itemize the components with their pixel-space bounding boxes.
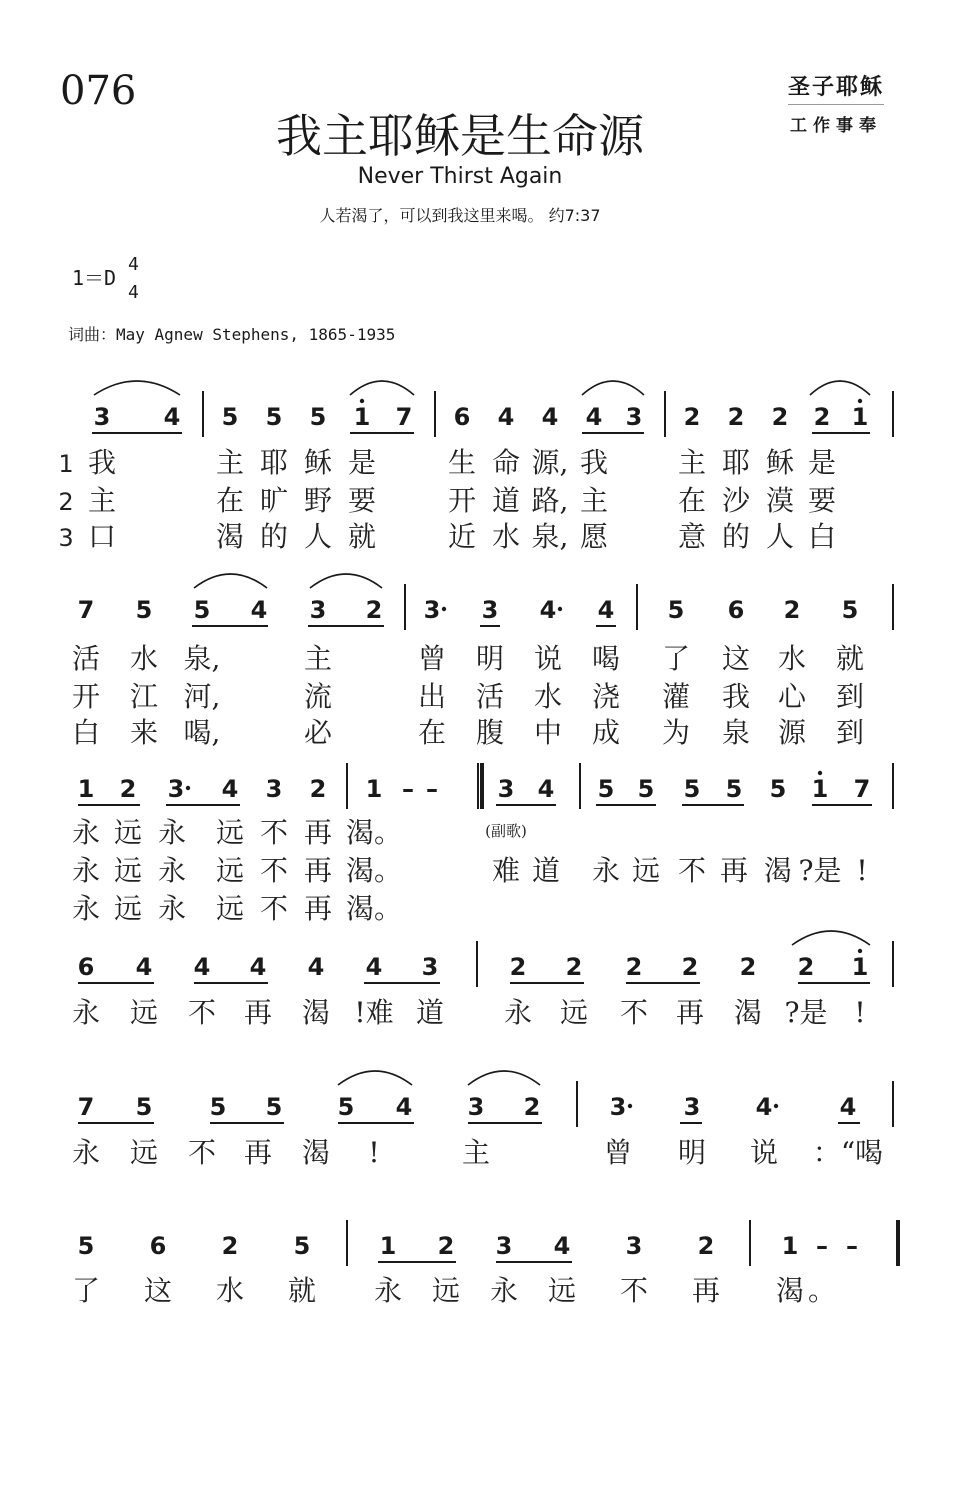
note: 4 — [395, 1093, 413, 1121]
note: 1 — [353, 403, 371, 431]
verse-number: 3 — [58, 524, 74, 552]
composer-credit: 词曲：May Agnew Stephens, 1865-1935 — [68, 325, 396, 344]
lyric: 主 — [461, 1136, 491, 1169]
note: 3 — [609, 1093, 627, 1121]
lyric: 了 — [661, 642, 691, 675]
lyric: 泉, — [183, 642, 221, 675]
note-augmentation-dot — [774, 1104, 778, 1108]
time-signature-denominator: 4 — [128, 282, 139, 303]
note: 5 — [725, 775, 743, 803]
lyric: 说 — [749, 1136, 779, 1169]
lyric: 渴 — [775, 1274, 805, 1307]
note: 4 — [755, 1093, 773, 1121]
lyric: 远 — [431, 1274, 461, 1307]
lyric: 永 — [157, 892, 187, 925]
note: 5 — [221, 403, 239, 431]
note: 4 — [553, 1232, 571, 1260]
note: 2 — [697, 1232, 715, 1260]
lyric: 远 — [129, 1136, 159, 1169]
lyric: 人 — [303, 520, 333, 553]
note: 1 — [851, 403, 869, 431]
note: 5 — [135, 596, 153, 624]
lyric: 漠 — [765, 484, 795, 517]
note: 7 — [395, 403, 413, 431]
lyric: 这 — [721, 642, 751, 675]
lyric: ! — [856, 854, 868, 887]
note-augmentation-dot — [442, 607, 446, 611]
lyric: 远 — [547, 1274, 577, 1307]
note: 3 — [167, 775, 185, 803]
lyric: 远 — [113, 816, 143, 849]
lyric: 白 — [807, 520, 837, 553]
note-high-dot — [818, 771, 822, 775]
lyric: 说 — [533, 642, 563, 675]
note-augmentation-dot — [558, 607, 562, 611]
note: 2 — [771, 403, 789, 431]
lyric: 源, — [531, 446, 569, 479]
note: 4 — [537, 775, 555, 803]
note: 3 — [683, 1093, 701, 1121]
lyric: ：“喝 — [812, 1136, 884, 1169]
lyric: 稣 — [765, 446, 795, 479]
lyric: 生 — [447, 446, 477, 479]
note: 1 — [811, 775, 829, 803]
slur — [792, 931, 870, 945]
note: 2 — [625, 953, 643, 981]
verse-number: 1 — [58, 450, 74, 478]
lyric: 永 — [591, 854, 621, 887]
lyric: 流 — [303, 680, 333, 713]
lyric: 水 — [777, 642, 807, 675]
note: 5 — [769, 775, 787, 803]
lyric: 不 — [259, 816, 289, 849]
lyric: 活 — [71, 642, 101, 675]
note-dash: – — [816, 1232, 828, 1260]
note: 2 — [727, 403, 745, 431]
lyric: 白 — [71, 716, 101, 749]
note: 4 — [597, 596, 615, 624]
lyric: 永 — [503, 996, 533, 1029]
note-augmentation-dot — [186, 786, 190, 790]
lyric: 要 — [347, 484, 377, 517]
lyric: ?是 — [784, 996, 828, 1029]
note-dash: – — [426, 775, 438, 803]
note: 3 — [495, 1232, 513, 1260]
slur — [338, 1071, 412, 1085]
lyric: 到 — [835, 680, 865, 713]
hymn-subtitle: Never Thirst Again — [357, 164, 563, 189]
lyric: 泉 — [721, 716, 751, 749]
note: 5 — [667, 596, 685, 624]
lyric: 成 — [591, 716, 621, 749]
lyric: 的 — [721, 520, 751, 553]
note: 4 — [539, 596, 557, 624]
lyric: 口 — [87, 520, 117, 553]
lyric: 耶 — [721, 446, 751, 479]
lyric: 不 — [619, 1274, 649, 1307]
note: 3 — [421, 953, 439, 981]
note: 5 — [209, 1093, 227, 1121]
note: 3 — [625, 403, 643, 431]
note: 5 — [841, 596, 859, 624]
lyric: 远 — [559, 996, 589, 1029]
lyric: 渴 — [301, 1136, 331, 1169]
lyric: 曾 — [417, 642, 447, 675]
lyric: 到 — [835, 716, 865, 749]
note: 4 — [839, 1093, 857, 1121]
lyric: 难 — [491, 854, 521, 887]
lyric: 再 — [243, 996, 273, 1029]
lyric: 近 — [447, 520, 477, 553]
note: 2 — [681, 953, 699, 981]
lyric: 远 — [631, 854, 661, 887]
time-signature-numerator: 4 — [128, 254, 139, 275]
lyric: 必 — [303, 716, 333, 749]
lyric: 远 — [113, 854, 143, 887]
note: 6 — [453, 403, 471, 431]
lyric: 远 — [215, 892, 245, 925]
note: 7 — [853, 775, 871, 803]
lyric: 明 — [475, 642, 505, 675]
lyric: 再 — [303, 892, 333, 925]
note-high-dot — [858, 949, 862, 953]
note: 2 — [437, 1232, 455, 1260]
hymn-number: 076 — [60, 68, 137, 114]
note: 4 — [250, 596, 268, 624]
lyric: 水 — [215, 1274, 245, 1307]
slur — [468, 1071, 540, 1085]
note: 5 — [77, 1232, 95, 1260]
note: 5 — [135, 1093, 153, 1121]
lyric: 在 — [677, 484, 707, 517]
lyric: 灌 — [661, 680, 691, 713]
lyric: 永 — [489, 1274, 519, 1307]
note-augmentation-dot — [628, 1104, 632, 1108]
note: 4 — [193, 953, 211, 981]
note: 2 — [739, 953, 757, 981]
lyric: 主 — [215, 446, 245, 479]
lyric: 腹 — [475, 716, 505, 749]
lyric: 再 — [243, 1136, 273, 1169]
lyric: 再 — [303, 854, 333, 887]
note: 3 — [423, 596, 441, 624]
note: 4 — [585, 403, 603, 431]
note: 4 — [163, 403, 181, 431]
note: 5 — [193, 596, 211, 624]
lyric: 渴 — [763, 854, 793, 887]
lyric: 渴 — [215, 520, 245, 553]
lyric: 永 — [71, 854, 101, 887]
lyric: 再 — [691, 1274, 721, 1307]
note: 2 — [309, 775, 327, 803]
lyric: 永 — [71, 996, 101, 1029]
subcategory-label: 工作事奉 — [790, 116, 882, 136]
lyric: 在 — [417, 716, 447, 749]
lyric: 曾 — [603, 1136, 633, 1169]
lyric: 水 — [129, 642, 159, 675]
note: 2 — [221, 1232, 239, 1260]
lyric: 明 — [677, 1136, 707, 1169]
note: 4 — [135, 953, 153, 981]
lyric: 出 — [417, 680, 447, 713]
verse-reference: 人若渴了，可以到我这里来喝。 约7:37 — [319, 206, 601, 225]
lyric: 就 — [347, 520, 377, 553]
note: 2 — [783, 596, 801, 624]
lyric: 就 — [835, 642, 865, 675]
lyric: 不 — [259, 854, 289, 887]
lyric: 主 — [87, 484, 117, 517]
lyric: 不 — [619, 996, 649, 1029]
lyric: 永 — [157, 854, 187, 887]
lyric: 意 — [677, 520, 707, 553]
note: 4 — [365, 953, 383, 981]
note: 2 — [523, 1093, 541, 1121]
note: 2 — [565, 953, 583, 981]
lyric: 河, — [183, 680, 221, 713]
lyric: 永 — [157, 816, 187, 849]
lyric: 远 — [129, 996, 159, 1029]
note-high-dot — [360, 399, 364, 403]
lyric: 渴 — [301, 996, 331, 1029]
lyric: 远 — [113, 892, 143, 925]
lyric: ! — [368, 1136, 380, 1169]
lyric: 再 — [719, 854, 749, 887]
lyric: 是 — [347, 446, 377, 479]
lyric: 要 — [807, 484, 837, 517]
note: 3 — [265, 775, 283, 803]
lyric: 开 — [447, 484, 477, 517]
note-dash: – — [402, 775, 414, 803]
note: 4 — [221, 775, 239, 803]
lyric: 喝 — [591, 642, 621, 675]
lyric: 渴。 — [345, 854, 403, 887]
lyric: 野 — [303, 484, 333, 517]
lyric: 的 — [259, 520, 289, 553]
note: 7 — [77, 596, 95, 624]
note: 5 — [265, 1093, 283, 1121]
lyric: 不 — [259, 892, 289, 925]
slur — [582, 381, 644, 395]
note: 5 — [597, 775, 615, 803]
lyric: 为 — [661, 716, 691, 749]
note: 6 — [149, 1232, 167, 1260]
slur — [350, 381, 414, 395]
lyric: 源 — [777, 716, 807, 749]
slur — [194, 574, 267, 588]
lyric: 稣 — [303, 446, 333, 479]
lyric: 人 — [765, 520, 795, 553]
lyric: 永 — [71, 1136, 101, 1169]
note: 3 — [497, 775, 515, 803]
note-dash: – — [846, 1232, 858, 1260]
note: 1 — [379, 1232, 397, 1260]
lyric: 不 — [677, 854, 707, 887]
note: 3 — [467, 1093, 485, 1121]
note: 5 — [265, 403, 283, 431]
lyric: 我 — [721, 680, 751, 713]
note: 4 — [497, 403, 515, 431]
lyric: 永 — [71, 816, 101, 849]
note: 6 — [77, 953, 95, 981]
lyric: 远 — [215, 854, 245, 887]
lyric: 主 — [677, 446, 707, 479]
note: 3 — [309, 596, 327, 624]
lyric: 活 — [475, 680, 505, 713]
note: 4 — [307, 953, 325, 981]
note: 7 — [77, 1093, 95, 1121]
verse-number: 2 — [58, 488, 74, 516]
lyric: 愿 — [579, 520, 609, 553]
lyric: 渴 — [733, 996, 763, 1029]
lyric: 我 — [87, 446, 117, 479]
note: 5 — [293, 1232, 311, 1260]
lyric: 道 — [531, 854, 561, 887]
lyric: 耶 — [259, 446, 289, 479]
note: 4 — [249, 953, 267, 981]
note: 2 — [119, 775, 137, 803]
note: 5 — [337, 1093, 355, 1121]
note: 6 — [727, 596, 745, 624]
note: 1 — [781, 1232, 799, 1260]
note: 2 — [813, 403, 831, 431]
lyric: 远 — [215, 816, 245, 849]
note: 1 — [77, 775, 95, 803]
key-signature: 1＝D — [72, 266, 117, 290]
note: 2 — [797, 953, 815, 981]
slur — [810, 381, 870, 395]
lyric: 。 — [807, 1274, 837, 1307]
lyric: 浇 — [591, 680, 621, 713]
note-high-dot — [858, 399, 862, 403]
note: 1 — [365, 775, 383, 803]
category-label: 圣子耶稣 — [788, 70, 884, 105]
chorus-label: (副歌) — [485, 822, 527, 840]
lyric: 心 — [777, 680, 807, 713]
hymn-title: 我主耶稣是生命源 — [276, 109, 644, 163]
lyric: 不 — [187, 1136, 217, 1169]
note: 5 — [683, 775, 701, 803]
lyric: 道 — [415, 996, 445, 1029]
lyric: 来 — [129, 716, 159, 749]
lyric: 这 — [143, 1274, 173, 1307]
lyric: 再 — [675, 996, 705, 1029]
note: 3 — [481, 596, 499, 624]
lyric: 泉, — [531, 520, 569, 553]
lyric: 道 — [491, 484, 521, 517]
lyric: 中 — [533, 716, 563, 749]
lyric: 主 — [303, 642, 333, 675]
note: 2 — [509, 953, 527, 981]
lyric: 旷 — [259, 484, 289, 517]
lyric: 江 — [129, 680, 159, 713]
lyric: 不 — [187, 996, 217, 1029]
lyric: 喝, — [183, 716, 221, 749]
note: 1 — [851, 953, 869, 981]
lyric: 我 — [579, 446, 609, 479]
lyric: 在 — [215, 484, 245, 517]
lyric: 永 — [71, 892, 101, 925]
lyric: !难 — [354, 996, 394, 1029]
lyric: 再 — [303, 816, 333, 849]
note: 3 — [625, 1232, 643, 1260]
lyric: 路, — [531, 484, 569, 517]
note: 2 — [365, 596, 383, 624]
lyric: 了 — [71, 1274, 101, 1307]
lyric: 是 — [807, 446, 837, 479]
slur — [310, 574, 382, 588]
note: 3 — [93, 403, 111, 431]
lyric: 就 — [287, 1274, 317, 1307]
lyric: 开 — [71, 680, 101, 713]
lyric: 水 — [491, 520, 521, 553]
slur — [94, 381, 180, 395]
lyric: 命 — [491, 446, 521, 479]
lyric: 渴。 — [345, 816, 403, 849]
note: 4 — [541, 403, 559, 431]
lyric: 渴。 — [345, 892, 403, 925]
lyric: ! — [854, 996, 866, 1029]
note: 5 — [309, 403, 327, 431]
lyric: ?是 — [798, 854, 842, 887]
lyric: 水 — [533, 680, 563, 713]
note: 5 — [637, 775, 655, 803]
lyric: 沙 — [721, 484, 751, 517]
lyric: 永 — [373, 1274, 403, 1307]
lyric: 主 — [579, 484, 609, 517]
note: 2 — [683, 403, 701, 431]
